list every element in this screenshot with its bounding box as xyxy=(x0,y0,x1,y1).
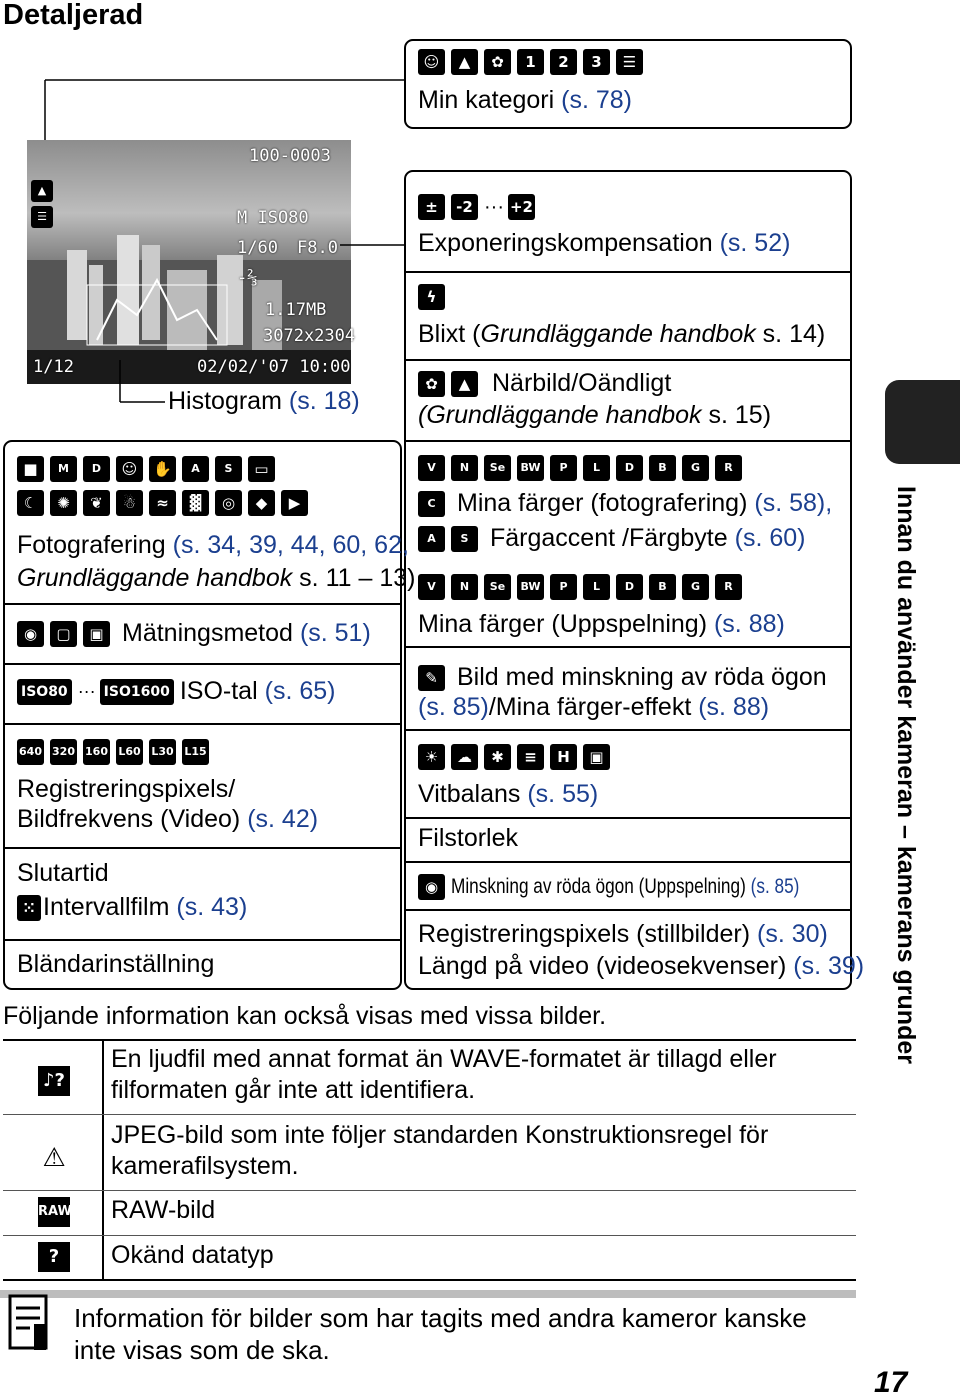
lcd-file-number: 100-0003 xyxy=(249,146,331,166)
exposure-icons: ± -2 ··· +2 xyxy=(418,194,541,220)
video-l30-icon: L30 xyxy=(149,739,176,765)
video-res-icons xyxy=(17,739,215,765)
metering-label: Mätningsmetod xyxy=(122,619,293,647)
play-red-icon: R xyxy=(715,574,742,600)
iso-ref-link[interactable]: (s. 65) xyxy=(264,677,336,705)
kids-pets-icon: ✋ xyxy=(149,456,176,482)
mycolors-icons-play xyxy=(418,574,748,600)
video-640-icon: 640 xyxy=(17,739,44,765)
following-info-text: Följande information kan också visas med vissa bilder. xyxy=(3,1002,607,1030)
wb-fluorescent-icon: ≡ xyxy=(517,744,544,770)
histogram-callout xyxy=(168,386,360,417)
wb-custom-icon: ▣ xyxy=(583,744,610,770)
foliage-icon: ❦ xyxy=(83,490,110,516)
people-icon: ☺ xyxy=(418,49,445,75)
auto-mode-icon: ■ xyxy=(17,456,44,482)
metering-spot-icon: ▣ xyxy=(83,621,110,647)
lcd-shutter: 1/60 xyxy=(237,238,278,258)
page-number: 17 xyxy=(874,1366,908,1399)
lcd-datetime: 02/02/'07 10:00 xyxy=(197,357,351,377)
note-divider xyxy=(0,1290,856,1298)
lcd-mode: M ISO80 xyxy=(237,208,309,228)
lcd-aperture: F8.0 xyxy=(297,238,338,258)
macro-label: Närbild/Oändligt xyxy=(492,369,672,397)
mycolors-neutral-icon: N xyxy=(451,455,478,481)
recpix-video-ref-link[interactable]: (s. 42) xyxy=(247,805,319,833)
aquarium-icon: ◎ xyxy=(215,490,242,516)
play-positive-icon: P xyxy=(550,574,577,600)
flash-icon: ϟ xyxy=(418,284,445,310)
recpix-video-label: Registreringspixels/ xyxy=(17,775,236,803)
snow-icon: ☃ xyxy=(116,490,143,516)
video-l60-icon: L60 xyxy=(116,739,143,765)
table-row-unknown: Okänd datatyp xyxy=(111,1241,274,1269)
unknown-type-icon: ? xyxy=(38,1242,70,1272)
lcd-filesize: 1.17MB xyxy=(265,300,327,320)
play-sepia-icon: Se xyxy=(484,574,511,600)
category2-icon: 2 xyxy=(550,49,577,75)
stitch-assist-icon: ▭ xyxy=(248,456,275,482)
play-green-icon: G xyxy=(682,574,709,600)
video-160-icon: 160 xyxy=(83,739,110,765)
macro-book: (Grundläggande handbok xyxy=(418,401,702,429)
iso1600-icon: ISO1600 xyxy=(100,679,174,705)
interval-icon: ⁙ xyxy=(17,895,41,921)
movie-length-label: Längd på video (videosekvenser) xyxy=(418,952,787,980)
digital-macro-icon: D xyxy=(83,456,110,482)
interval-ref-link[interactable]: (s. 43) xyxy=(176,893,248,921)
mycolors-shoot-label: Mina färger (fotografering) xyxy=(457,489,748,517)
color-accent-icon: A xyxy=(418,526,445,552)
filesize-label: Filstorlek xyxy=(418,824,519,852)
play-blue-icon: B xyxy=(649,574,676,600)
wb-fluorescent-h-icon: H xyxy=(550,744,577,770)
shooting-label: Fotografering xyxy=(17,531,166,559)
redeye-mid: /Mina färger-effekt xyxy=(488,693,692,721)
right-info-box xyxy=(404,170,865,990)
list-icon-lcd: ☰ xyxy=(31,206,53,228)
mycolors-sepia-icon: Se xyxy=(484,455,511,481)
table-row-jpeg: JPEG-bild som inte följer standarden Konstruktionsregel för kamerafilsystem. xyxy=(111,1121,769,1180)
left-info-box: ■ M D ☺ ✋ A S ▭ ☾ ✺ ❦ ☃ ≈ ▓ ◎ ◆ ▶ Fotografering (s. 34, 39, 44, 60, 62, Grundläggande handbok s. 11 – 13) ◉ ▢ ▣ Mätningsmetod (s. 51) ISO80 ··· ISO1600 ISO-tal (s. 65) 640 320 160 L60 L30 L15 Registreringspixels/ Bildfrekvens (Video) (s. 42) Slutartid ⁙ Intervallfilm (s. 43) Bländarinställning xyxy=(3,440,402,990)
movie-length-ref-link[interactable]: (s. 39) xyxy=(793,952,865,980)
mycolors-lighter-icon: L xyxy=(583,455,610,481)
histogram-ref-link[interactable]: (s. 18) xyxy=(288,387,360,415)
flash-label: Blixt ( xyxy=(418,320,481,348)
mycolors-vivid-icon: V xyxy=(418,455,445,481)
sound-unknown-icon: ♪? xyxy=(38,1066,70,1096)
category-ref-link[interactable]: (s. 78) xyxy=(561,86,632,114)
aperture-label: Bländarinställning xyxy=(17,950,215,978)
metering-ref-link[interactable]: (s. 51) xyxy=(299,619,371,647)
play-vivid-icon: V xyxy=(418,574,445,600)
mycolors-custom-icon: C xyxy=(418,491,445,517)
todo-icon: ☰ xyxy=(616,49,643,75)
mycolors-red-icon: R xyxy=(715,455,742,481)
lcd-exposure: -⅔ xyxy=(237,268,258,288)
shooting-book: Grundläggande handbok xyxy=(17,564,293,592)
redeye-play-ref-link[interactable]: (s. 85) xyxy=(750,875,800,898)
fireworks-icon: ✺ xyxy=(50,490,77,516)
iso-label: ISO-tal xyxy=(179,677,258,705)
framerate-label: Bildfrekvens (Video) xyxy=(17,805,241,833)
redeye-play-icon: ◉ xyxy=(418,874,445,900)
wb-daylight-icon: ☀ xyxy=(418,744,445,770)
mycolors-positive-icon: P xyxy=(550,455,577,481)
wb-label: Vitbalans xyxy=(418,780,521,808)
redeye-ref-link[interactable]: (s. 85) xyxy=(418,693,489,721)
coloraccent-ref-link[interactable]: (s. 60) xyxy=(734,524,806,552)
wb-ref-link[interactable]: (s. 55) xyxy=(527,780,599,808)
memo-icon xyxy=(8,1294,52,1354)
mycolors-green-icon: G xyxy=(682,455,709,481)
interval-label: Intervallfilm xyxy=(43,893,170,921)
play-lighter-icon: L xyxy=(583,574,610,600)
redeye-edit-icon: ✎ xyxy=(418,665,445,691)
exposure-minus2-icon: -2 xyxy=(451,194,478,220)
side-tab-text: Innan du använder kameran – kamerans grunder xyxy=(892,486,920,1064)
mycolors-icons-shoot xyxy=(418,455,748,481)
warning-icon: ⚠ xyxy=(42,1143,66,1173)
page-heading: Detaljerad xyxy=(3,0,144,31)
redeye-effect-ref-link[interactable]: (s. 88) xyxy=(698,693,770,721)
flash-ref: s. 14) xyxy=(755,320,826,348)
mycolors-play-label: Mina färger (Uppspelning) xyxy=(418,610,708,638)
category3-icon: 3 xyxy=(583,49,610,75)
coloraccent-label: Färgaccent /Färgbyte xyxy=(490,524,728,552)
category1-icon: 1 xyxy=(517,49,544,75)
mycolors-play-ref-link[interactable]: (s. 88) xyxy=(713,610,785,638)
metering-center-icon: ▢ xyxy=(50,621,77,647)
mycolors-shoot-ref-link[interactable]: (s. 58), xyxy=(754,489,833,517)
wb-tungsten-icon: ✱ xyxy=(484,744,511,770)
play-neutral-icon: N xyxy=(451,574,478,600)
exposure-label: Exponeringskompensation xyxy=(418,229,713,257)
infinity-icon: ▲ xyxy=(451,371,478,397)
redeye-label: Bild med minskning av röda ögon xyxy=(457,663,827,691)
raw-icon: RAW xyxy=(38,1197,70,1227)
exposure-comp-icon: ± xyxy=(418,194,445,220)
play-bw-icon: BW xyxy=(517,574,544,600)
shooting-book-ref: s. 11 – 13) xyxy=(292,564,416,592)
exposure-ref-link[interactable]: (s. 52) xyxy=(719,229,791,257)
shooting-mode-icons-row1 xyxy=(17,456,281,482)
metering-evaluative-icon: ◉ xyxy=(17,621,44,647)
events-icon: ✿ xyxy=(484,49,511,75)
video-320-icon: 320 xyxy=(50,739,77,765)
table-row-raw: RAW-bild xyxy=(111,1196,216,1224)
recpix-still-label: Registreringspixels (stillbilder) xyxy=(418,920,751,948)
indoor-icon: ◆ xyxy=(248,490,275,516)
recpix-still-ref-link[interactable]: (s. 30) xyxy=(757,920,828,948)
note-text: Information för bilder som har tagits med andra kameror kanske inte visas som de ska. xyxy=(74,1303,807,1365)
macro-ref: s. 15) xyxy=(701,401,772,429)
wb-cloudy-icon: ☁ xyxy=(451,744,478,770)
flash-book: Grundläggande handbok xyxy=(480,320,756,348)
night-scene-icon: ☾ xyxy=(17,490,44,516)
beach-icon: ≈ xyxy=(149,490,176,516)
table-row-sound: En ljudfil med annat format än WAVE-formatet är tillagd eller filformaten går inte att identifiera. xyxy=(111,1045,777,1104)
color-swap-icon: S xyxy=(451,526,478,552)
play-darker-icon: D xyxy=(616,574,643,600)
my-category-box xyxy=(404,39,852,129)
wb-icons xyxy=(418,744,616,770)
lcd-resolution: 3072x2304 xyxy=(263,326,356,346)
shutter-label: Slutartid xyxy=(17,859,109,887)
category-label: Min kategori xyxy=(418,86,555,114)
mycolors-bw-icon: BW xyxy=(517,455,544,481)
category-icons xyxy=(418,49,649,75)
histogram-label: Histogram xyxy=(168,387,282,415)
manual-mode-icon: M xyxy=(50,456,77,482)
video-l15-icon: L15 xyxy=(182,739,209,765)
redeye-play-label: Minskning av röda ögon (Uppspelning) xyxy=(451,875,746,898)
mycolors-blue-icon: B xyxy=(649,455,676,481)
macro-icon: ✿ xyxy=(418,371,445,397)
color-swap-mode-icon: S xyxy=(215,456,242,482)
iso80-icon: ISO80 xyxy=(17,679,72,705)
movie-mode-icon: ▶ xyxy=(281,490,308,516)
underwater-icon: ▓ xyxy=(182,490,209,516)
lcd-counter: 1/12 xyxy=(33,357,74,377)
portrait-icon: ☺ xyxy=(116,456,143,482)
shooting-ref-links[interactable]: (s. 34, 39, 44, 60, 62, xyxy=(172,531,409,559)
exposure-plus2-icon: +2 xyxy=(508,194,535,220)
mycolors-darker-icon: D xyxy=(616,455,643,481)
shooting-mode-icons-row2 xyxy=(17,490,314,516)
color-accent-mode-icon: A xyxy=(182,456,209,482)
scenery-icon: ▲ xyxy=(451,49,478,75)
category-icon-lcd: ▲ xyxy=(31,180,53,202)
